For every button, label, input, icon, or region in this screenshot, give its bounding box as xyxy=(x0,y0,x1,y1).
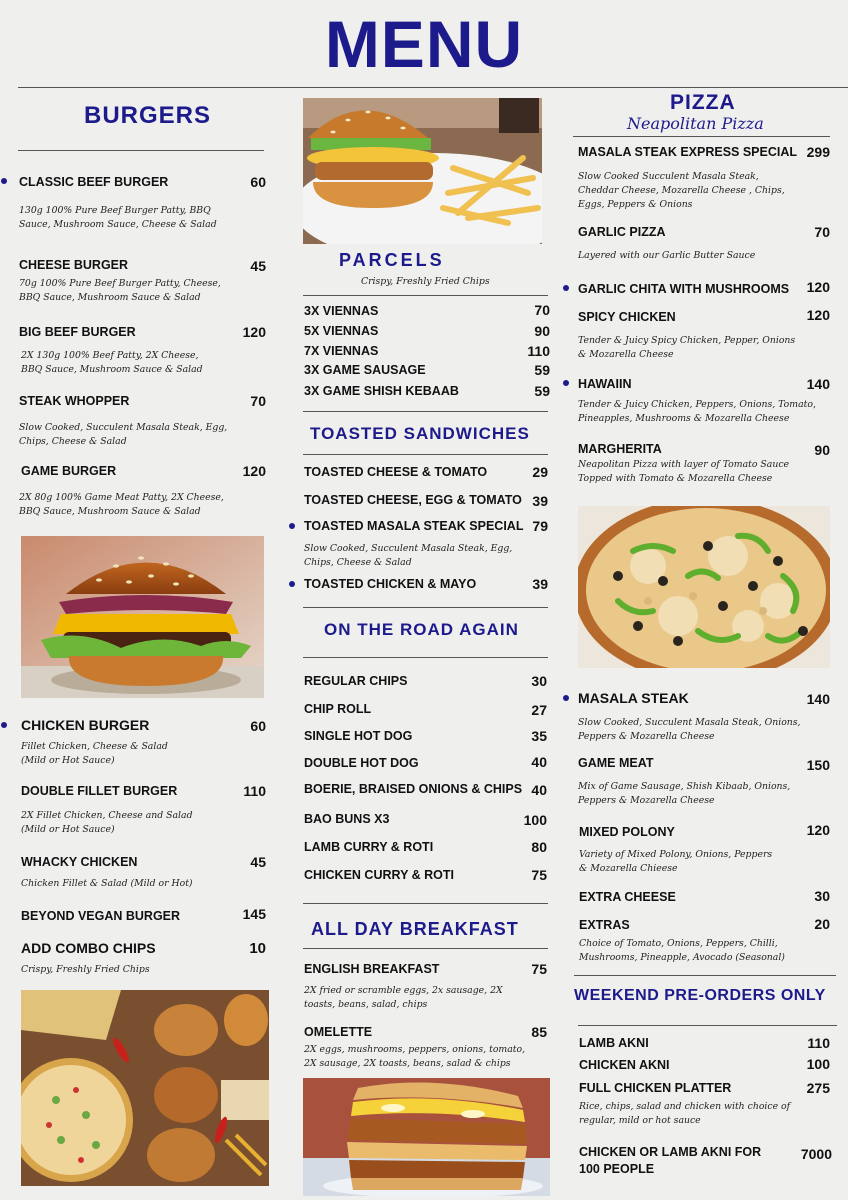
item-desc: & Mozarella Cheese xyxy=(578,349,674,360)
item-price: 145 xyxy=(242,906,266,922)
item-price: 90 xyxy=(814,442,830,458)
item-desc: Tender & Juicy Spicy Chicken, Pepper, Onions xyxy=(578,335,796,346)
item-desc: Layered with our Garlic Butter Sauce xyxy=(578,250,756,261)
road-divider xyxy=(303,657,548,658)
item-name: 7X VIENNAS xyxy=(304,344,379,358)
item-name: TOASTED CHEESE & TOMATO xyxy=(304,465,488,479)
item-desc: Neapolitan Pizza with layer of Tomato Sauce xyxy=(578,459,790,470)
item-name: TOASTED MASALA STEAK SPECIAL xyxy=(304,519,524,533)
item-name: MARGHERITA xyxy=(578,442,662,456)
item-name: CHICKEN OR LAMB AKNI FOR xyxy=(579,1145,762,1159)
item-desc: Eggs, Peppers & Onions xyxy=(578,199,693,210)
item-price: 39 xyxy=(532,493,548,509)
item-price: 75 xyxy=(531,867,547,883)
item-price: 140 xyxy=(806,376,830,392)
item-name: FULL CHICKEN PLATTER xyxy=(579,1081,732,1095)
item-name: 3X GAME SHISH KEBAAB xyxy=(304,384,459,398)
item-name: ADD COMBO CHIPS xyxy=(21,940,156,956)
item-name: BAO BUNS X3 xyxy=(304,812,390,826)
item-price: 27 xyxy=(531,702,547,718)
platter-photo xyxy=(21,990,269,1186)
item-desc: regular, mild or hot sauce xyxy=(579,1115,701,1126)
toasted-divider xyxy=(303,454,548,455)
item-name: CHEESE BURGER xyxy=(19,258,129,272)
item-name: EXTRA CHEESE xyxy=(579,890,676,904)
item-name: BIG BEEF BURGER xyxy=(19,325,136,339)
item-name: TOASTED CHICKEN & MAYO xyxy=(304,577,477,591)
item-name: MIXED POLONY xyxy=(579,825,675,839)
parcels-heading: PARCELS xyxy=(339,250,445,270)
item-price: 100 xyxy=(523,812,547,828)
item-desc: 70g 100% Pure Beef Burger Patty, Cheese, xyxy=(19,278,221,289)
item-price: 275 xyxy=(806,1080,830,1096)
item-desc: Fillet Chicken, Cheese & Salad xyxy=(21,741,168,752)
title-divider xyxy=(18,87,848,88)
item-name: BOERIE, BRAISED ONIONS & CHIPS xyxy=(304,782,523,796)
item-price: 80 xyxy=(531,839,547,855)
parcels-divider xyxy=(303,295,548,296)
item-name: GAME BURGER xyxy=(21,464,117,478)
sandwich-photo xyxy=(303,1078,550,1196)
road-heading: ON THE ROAD AGAIN xyxy=(324,620,519,639)
item-desc: Chips, Cheese & Salad xyxy=(19,436,127,447)
item-desc: 2X sausage, 2X toasts, beans, salad & chips xyxy=(304,1058,511,1069)
item-desc: (Mild or Hot Sauce) xyxy=(21,824,115,835)
item-desc: Tender & Juicy Chicken, Peppers, Onions, Tomato, xyxy=(578,399,816,410)
item-desc: Crispy, Freshly Fried Chips xyxy=(21,964,150,975)
weekend-divider xyxy=(578,1025,837,1026)
item-name: MASALA STEAK EXPRESS SPECIAL xyxy=(578,145,798,159)
item-name: WHACKY CHICKEN xyxy=(21,855,138,869)
bullet-dot-icon xyxy=(563,285,569,291)
item-name-line2: 100 PEOPLE xyxy=(579,1162,655,1176)
item-desc: (Mild or Hot Sauce) xyxy=(21,755,115,766)
item-desc: Slow Cooked, Succulent Masala Steak, Onions, xyxy=(578,717,801,728)
burgers-heading: BURGERS xyxy=(84,102,212,129)
item-price: 35 xyxy=(531,728,547,744)
item-name: MASALA STEAK xyxy=(578,690,689,706)
item-price: 30 xyxy=(531,673,547,689)
item-price: 100 xyxy=(806,1056,830,1072)
item-price: 120 xyxy=(242,324,266,340)
item-desc: BBQ Sauce, Mushroom Sauce & Salad xyxy=(19,292,201,303)
breakfast-heading: ALL DAY BREAKFAST xyxy=(311,919,519,939)
item-price: 29 xyxy=(532,464,548,480)
item-name: LAMB CURRY & ROTI xyxy=(304,840,434,854)
weekend-heading: WEEKEND PRE-ORDERS ONLY xyxy=(574,987,826,1004)
item-price: 120 xyxy=(242,463,266,479)
bullet-dot-icon xyxy=(289,581,295,587)
bullet-dot-icon xyxy=(563,695,569,701)
item-price: 75 xyxy=(531,961,547,977)
bullet-dot-icon xyxy=(289,523,295,529)
item-price: 110 xyxy=(243,783,266,799)
item-desc: Variety of Mixed Polony, Onions, Peppers xyxy=(579,849,773,860)
item-desc: Slow Cooked, Succulent Masala Steak, Egg, xyxy=(304,543,513,554)
item-name: LAMB AKNI xyxy=(579,1036,649,1050)
item-name: DOUBLE HOT DOG xyxy=(304,756,419,770)
item-price: 59 xyxy=(534,362,550,378)
item-desc: Cheddar Cheese, Mozarella Cheese , Chips, xyxy=(578,185,785,196)
item-desc: Mushrooms, Pineapple, Avocado (Seasonal) xyxy=(579,952,785,963)
item-desc: Peppers & Mozarella Cheese xyxy=(578,731,715,742)
item-desc: 2X Fillet Chicken, Cheese and Salad xyxy=(21,810,193,821)
road-end-divider xyxy=(303,903,548,904)
breakfast-divider xyxy=(303,948,548,949)
toasted-heading: TOASTED SANDWICHES xyxy=(310,424,530,443)
item-price: 120 xyxy=(806,279,830,295)
item-price: 20 xyxy=(814,916,830,932)
item-desc: Sauce, Mushroom Sauce, Cheese & Salad xyxy=(19,219,217,230)
item-desc: Peppers & Mozarella Cheese xyxy=(578,795,715,806)
item-price: 60 xyxy=(250,174,266,190)
item-price: 60 xyxy=(250,718,266,734)
item-name: CHICKEN BURGER xyxy=(21,717,150,733)
item-desc: Chips, Cheese & Salad xyxy=(304,557,412,568)
pizza-subheading: Neapolitan Pizza xyxy=(627,114,764,133)
item-name: OMELETTE xyxy=(304,1025,373,1039)
item-price: 59 xyxy=(534,383,550,399)
item-name: 3X GAME SAUSAGE xyxy=(304,363,426,377)
item-price: 45 xyxy=(250,854,266,870)
item-desc: 2X eggs, mushrooms, peppers, onions, tomato, xyxy=(304,1044,526,1055)
item-name: SPICY CHICKEN xyxy=(578,310,676,324)
item-desc: 2X 130g 100% Beef Patty, 2X Cheese, xyxy=(21,350,199,361)
item-name: DOUBLE FILLET BURGER xyxy=(21,784,178,798)
item-desc: Pineapples, Mushrooms & Mozarella Cheese xyxy=(578,413,790,424)
item-price: 110 xyxy=(527,343,550,359)
item-price: 70 xyxy=(250,393,266,409)
burger-photo xyxy=(21,536,264,698)
item-name: GAME MEAT xyxy=(578,756,654,770)
item-price: 150 xyxy=(806,757,830,773)
item-price: 120 xyxy=(806,822,830,838)
pizza-heading: PIZZA xyxy=(670,91,736,114)
item-desc: 130g 100% Pure Beef Burger Patty, BBQ xyxy=(19,205,211,216)
item-price: 70 xyxy=(814,224,830,240)
item-desc: Choice of Tomato, Onions, Peppers, Chilli, xyxy=(579,938,778,949)
item-name: STEAK WHOPPER xyxy=(19,394,130,408)
item-desc: 2X fried or scramble eggs, 2x sausage, 2X xyxy=(304,985,503,996)
item-name: HAWAIIN xyxy=(578,377,632,391)
item-price: 39 xyxy=(532,576,548,592)
item-price: 79 xyxy=(532,518,548,534)
item-price: 140 xyxy=(806,691,830,707)
parcels-end-divider xyxy=(303,411,548,412)
item-name: SINGLE HOT DOG xyxy=(304,729,413,743)
pizza-end-divider xyxy=(574,975,836,976)
item-name: CHIP ROLL xyxy=(304,702,372,716)
item-name: CHICKEN CURRY & ROTI xyxy=(304,868,455,882)
item-name: ENGLISH BREAKFAST xyxy=(304,962,440,976)
bullet-dot-icon xyxy=(1,722,7,728)
item-desc: Slow Cooked Succulent Masala Steak, xyxy=(578,171,759,182)
item-name: CHICKEN AKNI xyxy=(579,1058,670,1072)
item-price: 85 xyxy=(531,1024,547,1040)
item-price: 7000 xyxy=(800,1146,832,1162)
item-price: 45 xyxy=(250,258,266,274)
item-name: 3X VIENNAS xyxy=(304,304,379,318)
burgers-divider xyxy=(18,150,264,151)
item-name: CLASSIC BEEF BURGER xyxy=(19,175,169,189)
item-name: GARLIC PIZZA xyxy=(578,225,666,239)
item-name: REGULAR CHIPS xyxy=(304,674,408,688)
item-price: 40 xyxy=(531,782,547,798)
item-name: 5X VIENNAS xyxy=(304,324,379,338)
item-desc: BBQ Sauce, Mushroom Sauce & Salad xyxy=(21,364,203,375)
item-price: 110 xyxy=(807,1035,830,1051)
item-desc: Topped with Tomato & Mozarella Cheese xyxy=(578,473,773,484)
item-name: TOASTED CHEESE, EGG & TOMATO xyxy=(304,493,522,507)
item-desc: 2X 80g 100% Game Meat Patty, 2X Cheese, xyxy=(19,492,224,503)
item-name: EXTRAS xyxy=(579,918,630,932)
item-price: 30 xyxy=(814,888,830,904)
item-desc: Rice, chips, salad and chicken with choice of xyxy=(579,1101,791,1112)
item-desc: Slow Cooked, Succulent Masala Steak, Egg, xyxy=(19,422,228,433)
item-name: BEYOND VEGAN BURGER xyxy=(21,909,181,923)
item-price: 10 xyxy=(249,940,266,957)
item-desc: Chicken Fillet & Salad (Mild or Hot) xyxy=(21,878,193,889)
item-price: 40 xyxy=(531,754,547,770)
item-name: GARLIC CHITA WITH MUSHROOMS xyxy=(578,282,790,296)
item-desc: toasts, beans, salad, chips xyxy=(304,999,428,1010)
item-desc: Mix of Game Sausage, Shish Kibaab, Onions, xyxy=(578,781,791,792)
parcels-photo xyxy=(303,98,542,244)
item-price: 70 xyxy=(534,302,550,318)
item-desc: & Mozarella Chieese xyxy=(579,863,678,874)
item-price: 120 xyxy=(806,307,830,323)
pizza-photo xyxy=(578,506,830,668)
menu-title: MENU xyxy=(324,7,524,81)
parcels-subtitle: Crispy, Freshly Fried Chips xyxy=(361,276,490,287)
bullet-dot-icon xyxy=(563,380,569,386)
bullet-dot-icon xyxy=(1,178,7,184)
pizza-divider xyxy=(573,136,830,137)
item-price: 299 xyxy=(806,144,830,160)
toasted-end-divider xyxy=(303,607,548,608)
item-price: 90 xyxy=(534,323,550,339)
item-desc: BBQ Sauce, Mushroom Sauce & Salad xyxy=(19,506,201,517)
